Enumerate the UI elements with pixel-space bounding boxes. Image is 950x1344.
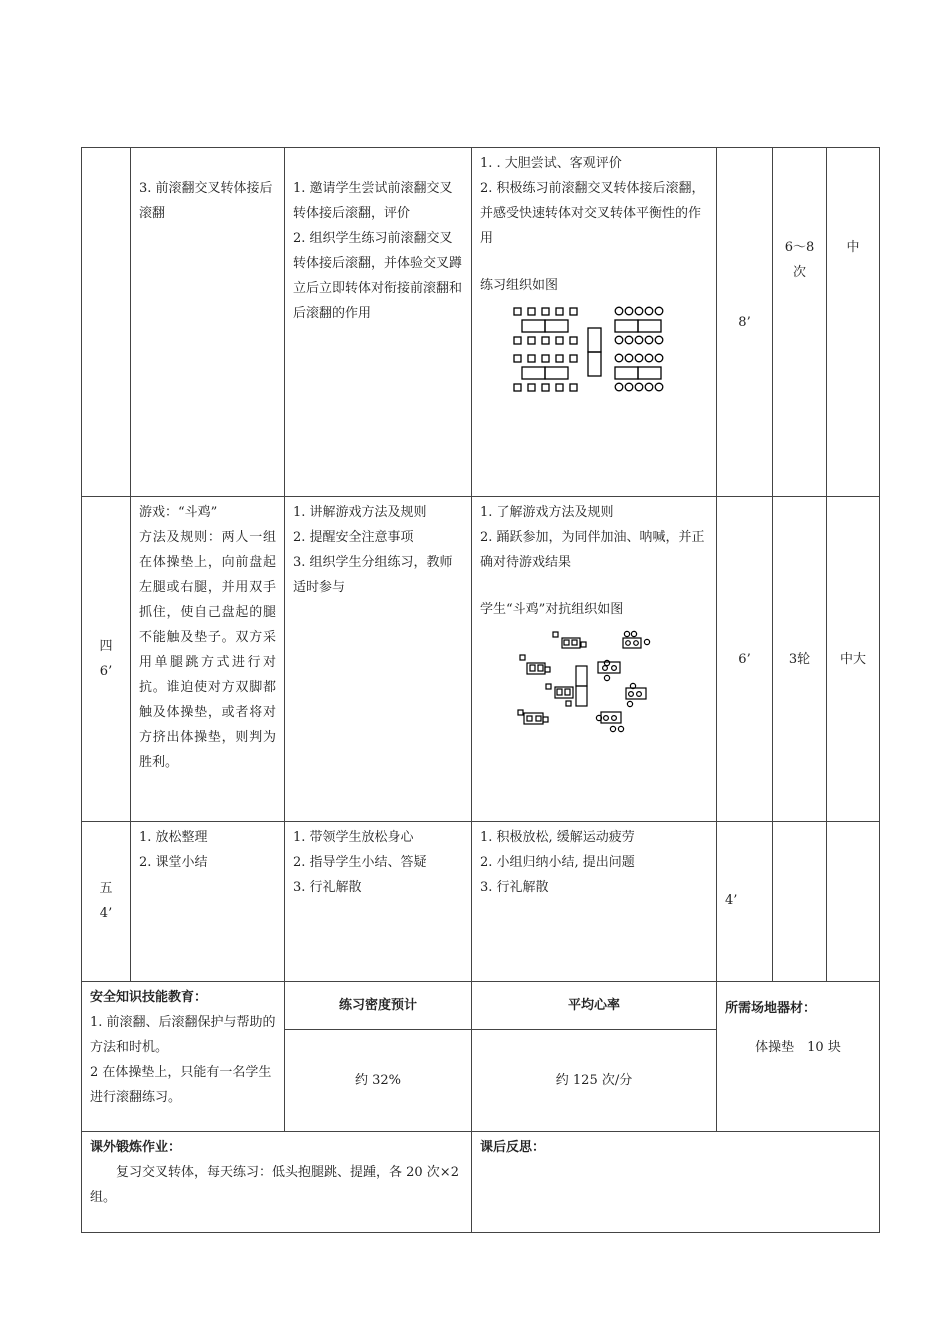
teacher-cell: [285, 497, 472, 822]
safety-heading: 安全知识技能教育：: [90, 990, 208, 1005]
phase-time: 6’: [99, 664, 113, 679]
heart-rate-label-cell: [472, 982, 717, 1030]
student-cell: [472, 822, 717, 982]
intensity-value: 中大: [839, 651, 866, 667]
teacher-line: 1. 邀请学生尝试前滚翻交叉转体接后滚翻，评价: [293, 181, 453, 221]
student-line: 2. 踊跃参加，为同伴加油、呐喊，并正确对待游戏结果: [480, 530, 705, 570]
density-label: 练习密度预计: [338, 998, 417, 1013]
teacher-line: 3. 行礼解散: [293, 880, 362, 895]
student-line: 3. 行礼解散: [480, 880, 549, 895]
student-line: 1. . 大胆尝试、客观评价: [480, 156, 622, 171]
density-label-cell: [285, 982, 472, 1030]
time-cell: [717, 497, 773, 822]
phase-cell: [82, 822, 131, 982]
phase-cell: [82, 148, 131, 497]
content-cell: [131, 148, 285, 497]
equipment-cell: [717, 982, 880, 1132]
content-cell: [131, 497, 285, 822]
teacher-cell: [285, 148, 472, 497]
homework-cell: [82, 1132, 472, 1233]
heart-rate-value: 约 125 次/分: [555, 1073, 633, 1088]
teacher-line: 2. 组织学生练习前滚翻交叉转体接后滚翻，并体验交叉蹲立后立即转体对衔接前滚翻和后滚翻的作用: [293, 231, 463, 321]
student-cell: [472, 497, 717, 822]
table-row: [82, 497, 880, 822]
content-line: 2. 课堂小结: [139, 855, 208, 870]
safety-item: 2 在体操垫上，只能有一名学生进行滚翻练习。: [90, 1065, 272, 1105]
reflection-label: 课后反思：: [480, 1140, 546, 1155]
equipment-value: 体操垫 10 块: [755, 1040, 841, 1055]
safety-cell: [82, 982, 285, 1132]
homework-text: 复习交叉转体，每天练习：低头抱腿跳、提踵，各 20 次×2 组。: [90, 1165, 459, 1205]
time-value: 6’: [738, 651, 751, 667]
practice-formation-diagram: [508, 304, 708, 404]
heart-rate-label: 平均心率: [567, 998, 620, 1013]
table-row: [82, 1132, 880, 1233]
intensity-cell: [827, 822, 880, 982]
diagram-caption: 学生“斗鸡”对抗组织如图: [480, 602, 624, 617]
count-cell: [773, 822, 827, 982]
heart-rate-value-cell: [472, 1030, 717, 1132]
table-row: [82, 822, 880, 982]
intensity-cell: [827, 148, 880, 497]
phase-time: 4’: [99, 906, 113, 921]
student-line: 2. 小组归纳小结, 提出问题: [480, 855, 635, 870]
time-value: 8’: [738, 314, 751, 330]
density-value: 约 32%: [354, 1073, 402, 1088]
density-value-cell: [285, 1030, 472, 1132]
phase-number: 五: [99, 881, 113, 896]
student-line: 1. 了解游戏方法及规则: [480, 505, 614, 520]
student-line: 1. 积极放松, 缓解运动疲劳: [480, 830, 635, 845]
phase-number: 四: [99, 639, 113, 654]
time-value: 4’: [725, 893, 738, 908]
safety-item: 1. 前滚翻、后滚翻保护与帮助的方法和时机。: [90, 1015, 276, 1055]
teacher-line: 2. 提醒安全注意事项: [293, 530, 414, 545]
count-cell: [773, 148, 827, 497]
intensity-value: 中: [846, 240, 860, 255]
time-cell: [717, 148, 773, 497]
table-row: [82, 148, 880, 497]
reflection-cell: [472, 1132, 880, 1233]
lesson-plan-table: [81, 147, 880, 1233]
content-line: 游戏：“斗鸡”: [139, 505, 218, 520]
content-line: 方法及规则：两人一组在体操垫上，向前盘起左腿或右腿，并用双手抓住，使自己盘起的腿不能触及垫子。双方采用单腿跳方式进行对抗。谁迫使对方双脚都触及体操垫，或者将对方挤出体操垫，则判为胜利。: [139, 530, 276, 770]
time-cell: [717, 822, 773, 982]
intensity-cell: [827, 497, 880, 822]
content-cell: [131, 822, 285, 982]
rooster-fight-diagram: [510, 628, 710, 740]
student-line: 2. 积极练习前滚翻交叉转体接后滚翻，并感受快速转体对交叉转体平衡性的作用: [480, 181, 705, 246]
teacher-line: 1. 带领学生放松身心: [293, 830, 414, 845]
teacher-line: 2. 指导学生小结、答疑: [293, 855, 427, 870]
content-line: 1. 放松整理: [139, 830, 208, 845]
diagram-caption: 练习组织如图: [480, 278, 559, 293]
count-value: 3轮: [788, 651, 811, 667]
table-row: [82, 982, 880, 1030]
count-cell: [773, 497, 827, 822]
equipment-label: 所需场地器材：: [725, 1001, 817, 1016]
phase-cell: [82, 497, 131, 822]
content-line: 3. 前滚翻交叉转体接后滚翻: [139, 181, 273, 221]
count-value: 6～8次: [784, 240, 815, 280]
teacher-line: 1. 讲解游戏方法及规则: [293, 505, 427, 520]
homework-label: 课外锻炼作业：: [90, 1140, 182, 1155]
teacher-line: 3. 组织学生分组练习，教师适时参与: [293, 555, 453, 595]
teacher-cell: [285, 822, 472, 982]
student-cell: [472, 148, 717, 497]
